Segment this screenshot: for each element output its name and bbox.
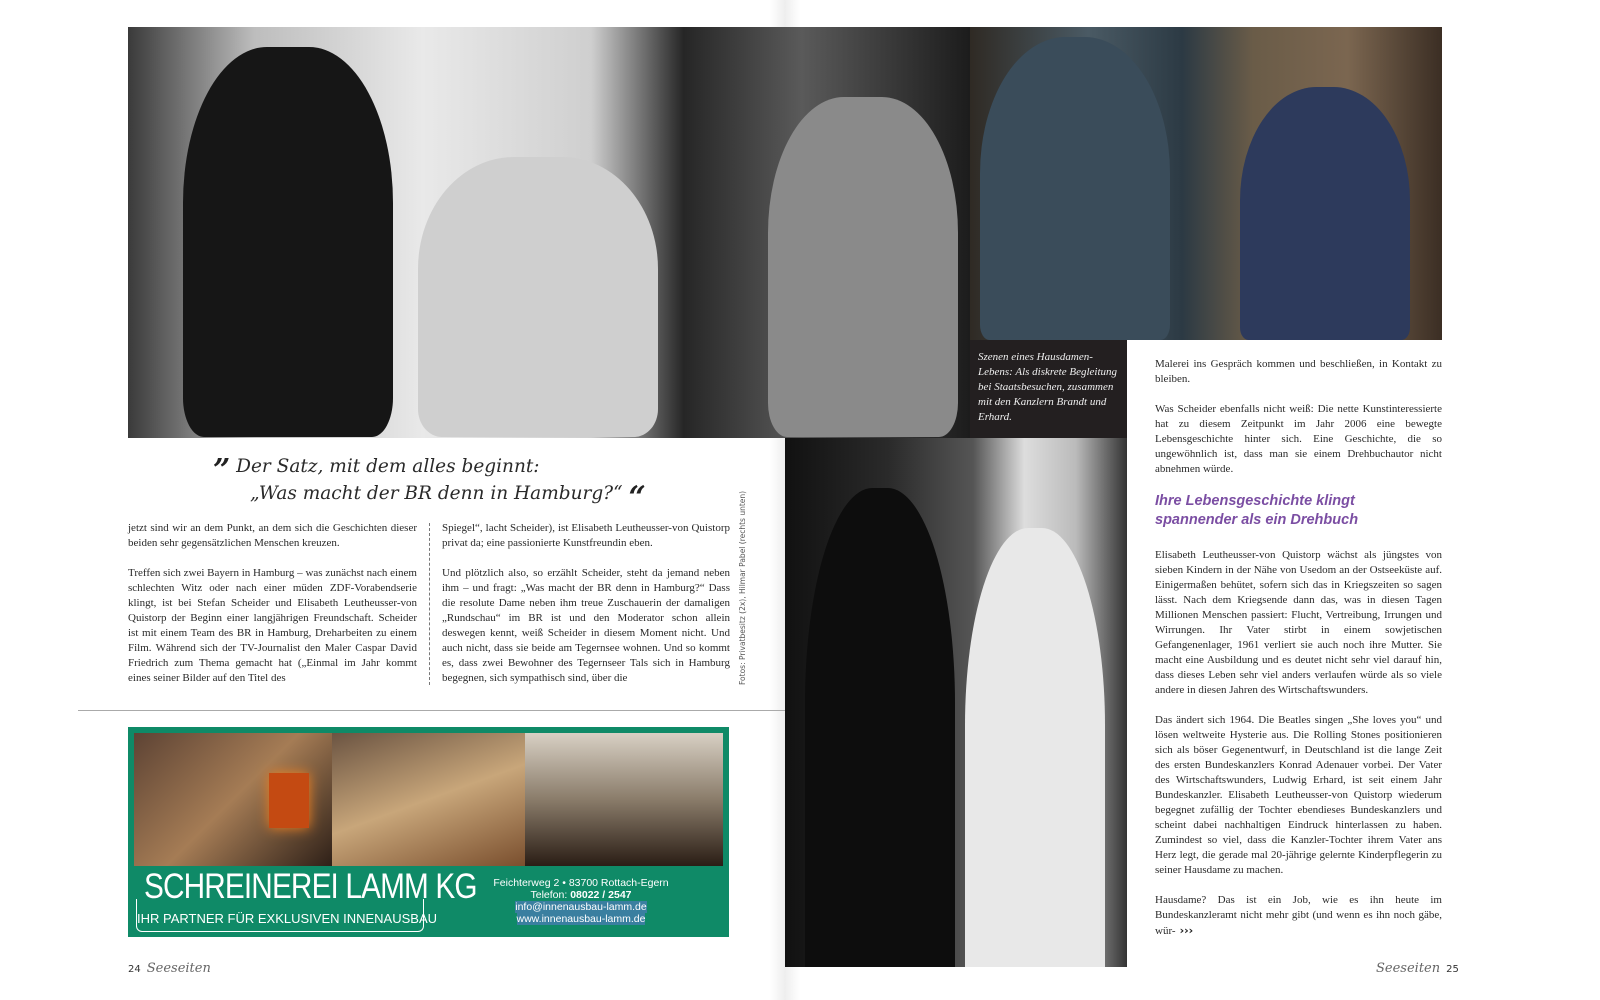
page-number-right: 25 [1446, 964, 1459, 975]
continue-arrow-icon: ››› [1179, 924, 1194, 937]
subheading-line-1: Ihre Lebensgeschichte klingt [1155, 493, 1355, 509]
ad-tagline: IHR PARTNER FÜR EXKLUSIVEN INNENAUSBAU [136, 899, 424, 932]
ad-contact [456, 877, 706, 925]
ad-phone-label: Telefon: [530, 889, 568, 901]
photo-credit: Fotos: Privatbesitz (2x), Hilmar Pabel (rechts unten) [738, 490, 747, 685]
subheading-line-2: spannender als ein Drehbuch [1155, 512, 1359, 528]
photo-brandt [970, 27, 1442, 340]
subheading [1155, 492, 1442, 530]
paragraph-text: Hausdame? Das ist ein Job, wie es ihn heute im Bundeskanzleramt nicht mehr gibt (und wenn es ihn noch gäbe, wür- [1155, 894, 1442, 937]
photo-tea-reception [128, 27, 970, 438]
paragraph: Malerei ins Gespräch kommen und beschließen, in Kontakt zu bleiben. [1155, 358, 1442, 385]
footer-right [1370, 961, 1459, 976]
magazine-logo: Seeseiten [146, 961, 211, 976]
article-column-right [1155, 357, 1442, 939]
paragraph: jetzt sind wir an dem Punkt, an dem sich die Geschichten dieser beiden sehr gegensätzlichen Menschen kreuzen. [128, 522, 417, 549]
article-column-1 [128, 521, 417, 701]
ad-company-name: SCHREINEREI LAMM KG [144, 867, 477, 906]
article-column-2 [442, 521, 730, 701]
paragraph: Spiegel“, lacht Scheider), ist Elisabeth Leutheusser-von Quistorp privat da; eine passionierte Kunstfreundin eben. [442, 522, 730, 549]
page-number-left: 24 [128, 964, 141, 975]
ad-address: Feichterweg 2 • 83700 Rottach-Egern [493, 877, 669, 889]
section-rule [78, 710, 785, 711]
advertisement [128, 727, 729, 937]
ad-email[interactable]: info@innenausbau-lamm.de [515, 901, 647, 913]
pull-quote [213, 453, 653, 515]
photo-erhard [785, 438, 1127, 967]
paragraph [1155, 893, 1442, 939]
paragraph: Treffen sich zwei Bayern in Hamburg – was zunächst nach einem schlechten Witz oder nach einer müden ZDF-Vorabendserie klingt, ist bei Stefan Scheider und Elisabeth Leutheusser-von Quistorp der Beginn einer langjährigen Freundschaft. Scheider ist mit einem Team des BR in Hamburg, Dreharbeiten zu einem Film. Während sich der TV-Journalist den Maler Caspar David Friedrich zum Thema gemacht hat („Einmal im Jahr kommt eines seiner Bilder auf den Titel des [128, 567, 417, 684]
magazine-logo: Seeseiten [1376, 961, 1441, 976]
close-quote-mark: “ [628, 480, 646, 515]
ad-photo-kitchen [525, 733, 723, 866]
footer-left [128, 961, 217, 976]
quote-line-2: „Was macht der BR denn in Hamburg?“ [250, 483, 623, 504]
ad-phone: 08022 / 2547 [570, 889, 632, 901]
column-divider [429, 523, 430, 685]
paragraph: Was Scheider ebenfalls nicht weiß: Die nette Kunstinteressierte hat zu diesem Zeitpunkt im Jahr 2006 eine bewegte Lebensgeschichte hinter sich. Eine Geschichte, die so ungewöhnlich ist, dass man sie einem Drehbuchautor nicht abnehmen würde. [1155, 403, 1442, 475]
quote-line-1: Der Satz, mit dem alles beginnt: [236, 456, 540, 477]
ad-photo-living-room [134, 733, 332, 866]
ad-website[interactable]: www.innenausbau-lamm.de [516, 913, 646, 925]
open-quote-mark: ” [213, 453, 231, 488]
paragraph: Das ändert sich 1964. Die Beatles singen „She loves you“ und lösen weltweite Hysterie aus. Die Rolling Stones positionieren sich als böser Gegenentwurf, in Deutschland ist die lange Zeit des ersten Bundeskanzlers Konrad Adenauer vorbei. Der Vater des Wirtschaftswunders, Ludwig Erhard, ist seit einem Jahr Bundeskanzler. Elisabeth Leutheusser-von Quistorp wiederum begegnet zufällig der Tochter ebendieses Bundeskanzlers und scheint dabei nachhaltigen Eindruck hinterlassen zu haben. Zumindest so viel, dass die Kanzler-Tochter ihrem Vater ans Herz legt, die gerade mal 20-jährige gelernte Kinderpflegerin zu seiner Hausdame zu machen. [1155, 714, 1442, 876]
photo-caption: Szenen eines Hausdamen-Lebens: Als diskrete Begleitung bei Staatsbesuchen, zusammen mit den Kanzlern Brandt und Erhard. [970, 340, 1127, 438]
ad-photo-bedroom [332, 733, 525, 866]
paragraph: Elisabeth Leutheusser-von Quistorp wächst als jüngstes von sieben Kindern in der Nähe von Usedom an der Ostseeküste auf. Einigermaßen behütet, sofern sich das in Kriegszeiten so sagen lässt. Nach dem Kriegsende dann das, was in diesen Tagen Millionen Menschen passiert: Flucht, Vertreibung, Irrungen und Wirrungen. Ihr Vater stirbt in einem sowjetischen Gefangenenlager, 1961 verliert sie auch noch ihre Mutter. Sie macht eine Ausbildung und es deutet nicht sehr viel darauf hin, dass dieses Leben sehr viel anders verlaufen würde als so viele andere in diesen Jahren des Wirtschaftswunders. [1155, 549, 1442, 696]
paragraph: Und plötzlich also, so erzählt Scheider, steht da jemand neben ihm – und fragt: „Was macht der BR denn in Hamburg?“ Dass die resolute Dame neben ihm treue Zuschauerin der damaligen „Rundschau“ im BR ist und den Moderator schon allein deswegen kennt, weiß Scheider in diesem Moment nicht. Und auch nicht, dass sie beide am Tegernsee wohnen. Und so kommt es, dass zwei Bewohner des Tegernseer Tals sich in Hamburg begegnen, sich sympathisch sind, über die [442, 567, 730, 684]
